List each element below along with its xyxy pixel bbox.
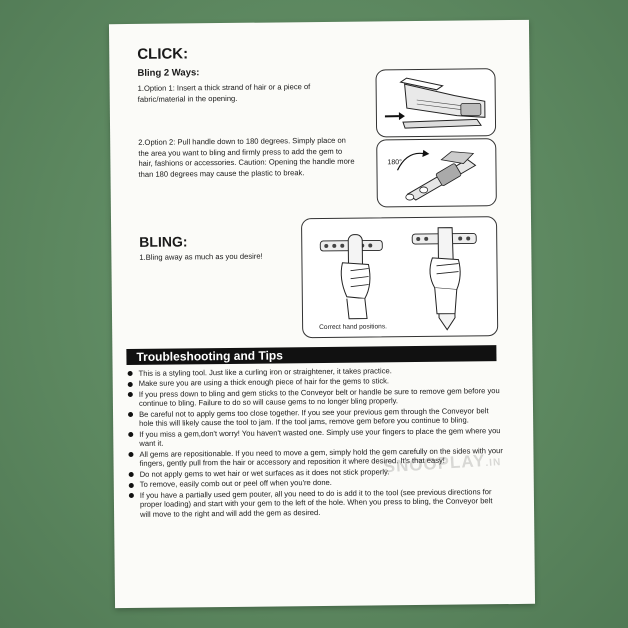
tips-list [127,365,505,520]
tip-item: If you miss a gem,don't worry! You haven't wasted one. Simply use your fingers to place the gem where you want it. [127,426,503,449]
tool-opening-illustration [376,69,495,136]
tip-item: This is a styling tool. Just like a curling iron or straightener, it takes practice. [127,365,503,379]
hand-positions-illustration [302,217,497,337]
click-heading: CLICK: [137,45,189,63]
watermark-suffix: .IN [485,457,502,470]
troubleshooting-title: Troubleshooting and Tips [136,348,283,364]
bling-text: 1.Bling away as much as you desire! [139,251,263,262]
tip-item: Do not apply gems to wet hair or wet surfaces as it does not stick properly. [128,466,504,480]
tip-item: Make sure you are using a thick enough piece of hair for the gems to stick. [127,376,503,390]
hand-positions-figure [301,216,498,338]
tool-opening-figure [375,68,496,137]
tip-item: All gems are repositionable. If you need to move a gem, simply hold the gem carefully on the sides with your fingers, gently pull from the hair or accessory and reposition it where desired. It's that easy! [127,446,503,469]
tool-180-figure [376,138,497,207]
instruction-sheet [109,20,535,608]
hand-positions-caption: Correct hand positions. [319,323,387,332]
option-1-text: 1.Option 1: Insert a thick strand of hair or a piece of fabric/material in the opening. [137,82,311,104]
option-2-text: 2.Option 2: Pull handle down to 180 degrees. Simply place on the area you want to bling and firmly press to add the gem to hair, fashions or accessories. Caution: Opening the handle more than 180 degrees may cause the plastic to break. [138,135,355,179]
click-subheading: Bling 2 Ways: [137,67,200,79]
tip-item: To remove, easily comb out or peel off when you're done. [128,476,504,490]
degree-label: 180° [387,159,402,167]
tip-item: If you press down to bling and gem sticks to the Conveyor belt or handle be sure to remove gem before you continue to bling. Failure to do so will cause gems to no longer bling properly. [127,386,503,409]
troubleshooting-banner [126,345,496,365]
bling-heading: BLING: [139,233,188,250]
tip-item: Be careful not to apply gems too close together. If you see your previous gem through the Conveyor belt hole this will likely cause the tool to jam. If the tool jams, remove gem before you continue to bling. [127,406,503,429]
watermark-main: SNOOPLAY [383,451,486,477]
tool-180-illustration [377,139,496,206]
tip-item: If you have a partially used gem pouter, all you need to do is add it to the tool (see previous directions for proper loading) and start with your gem to the left of the hole. When you press to bling, the Conveyor belt will move to the right and will add the gem as desired. [128,487,504,520]
